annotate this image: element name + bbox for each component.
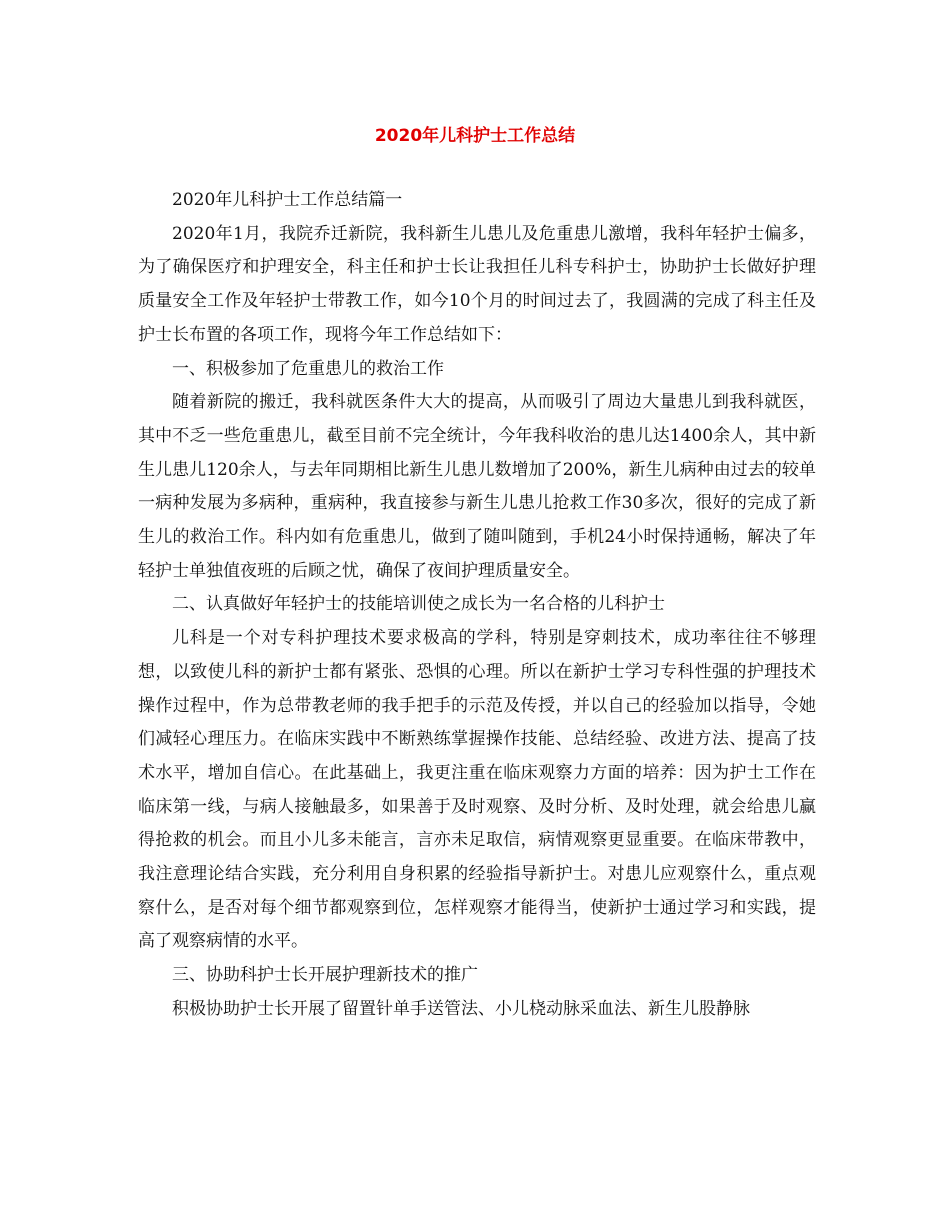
- section-heading: 三、协助科护士长开展护理新技术的推广: [172, 965, 478, 986]
- body-paragraph: 儿科是一个对专科护理技术要求极高的学科，特别是穿刺技术，成功率往往不够理想，以致使儿科的新护士都有紧张、恐惧的心理。所以在新护士学习专科性强的护理技术操作过程中，作为总带教老师的我手把手的示范及传授，并以自己的经验加以指导，令她们减轻心理压力。在临床实践中不断熟练掌握操作技能、总结经验、改进方法、提高了技术水平，增加自信心。在此基础上，我更注重在临床观察力方面的培养：因为护士工作在临床第一线，与病人接触最多，如果善于及时观察、及时分析、及时处理，就会给患儿赢得抢救的机会。而且小儿多未能言，言亦未足取信，病情观察更显重要。在临床带教中，我注意理论结合实践，充分利用自身积累的经验指导新护士。对患儿应观察什么，重点观察什么，是否对每个细节都观察到位，怎样观察才能得当，使新护士通过学习和实践，提高了观察病情的水平。: [138, 628, 816, 952]
- section-heading: 一、积极参加了危重患儿的救治工作: [172, 358, 444, 379]
- body-paragraph: 2020年1月，我院乔迁新院，我科新生儿患儿及危重患儿激增，我科年轻护士偏多，为了确保医疗和护理安全，科主任和护士长让我担任儿科专科护士，协助护士长做好护理质量安全工作及年轻护士带教工作，如今10个月的时间过去了，我圆满的完成了科主任及护士长布置的各项工作，现将今年工作总结如下：: [138, 223, 816, 345]
- document-body: [138, 184, 816, 1027]
- section-heading: 2020年儿科护士工作总结篇一: [172, 190, 403, 210]
- body-paragraph: 随着新院的搬迁，我科就医条件大大的提高，从而吸引了周边大量患儿到我科就医，其中不乏一些危重患儿，截至目前不完全统计，今年我科收治的患儿达1400余人，其中新生儿患儿120余人，与去年同期相比新生儿患儿数增加了200%，新生儿病种由过去的较单一病种发展为多病种，重病种，我直接参与新生儿患儿抢救工作30多次，很好的完成了新生儿的救治工作。科内如有危重患儿，做到了随叫随到，手机24小时保持通畅，解决了年轻护士单独值夜班的后顾之忧，确保了夜间护理质量安全。: [138, 392, 816, 581]
- section-heading: 二、认真做好年轻护士的技能培训使之成长为一名合格的儿科护士: [172, 594, 665, 615]
- document-title: 2020年儿科护士工作总结: [374, 126, 576, 146]
- body-paragraph: 积极协助护士长开展了留置针单手送管法、小儿桡动脉采血法、新生儿股静脉: [172, 998, 750, 1019]
